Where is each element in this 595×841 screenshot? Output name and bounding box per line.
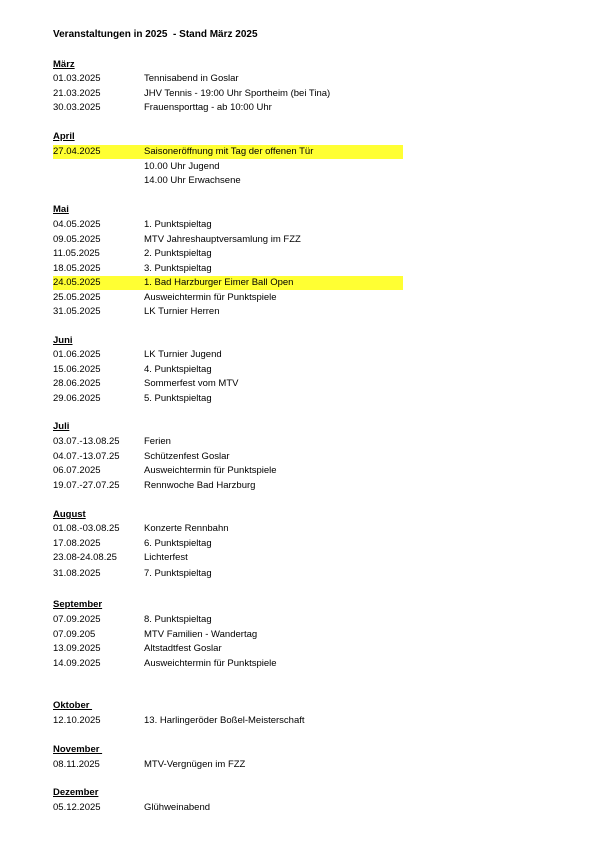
- event-description: 1. Punktspieltag: [144, 219, 212, 230]
- event-row: [53, 435, 403, 449]
- event-description: Rennwoche Bad Harzburg: [144, 479, 256, 491]
- event-description: 3. Punktspieltag: [144, 262, 212, 274]
- event-date: 04.07.-13.07.25: [53, 450, 120, 462]
- month-heading: August: [53, 509, 86, 520]
- event-date: 05.12.2025: [53, 802, 101, 813]
- event-description: Glühweinabend: [144, 802, 211, 813]
- event-row-highlighted: [53, 145, 403, 159]
- event-description: Frauensporttag - ab 10:00 Uhr: [144, 102, 272, 113]
- event-description: 7. Punktspieltag: [144, 568, 212, 579]
- event-date: 01.08.-03.08.25: [53, 523, 120, 534]
- event-row: [53, 537, 403, 551]
- event-row: [53, 479, 403, 493]
- month-heading: Juli: [53, 421, 70, 432]
- event-row: [53, 363, 403, 377]
- event-date: 31.08.2025: [53, 568, 101, 579]
- event-date: 14.09.2025: [53, 657, 101, 669]
- event-row: [53, 348, 403, 362]
- month-heading: April: [53, 131, 75, 142]
- event-date: 27.04.2025: [53, 146, 101, 157]
- document-title: Veranstaltungen in 2025 - Stand März 2025: [53, 29, 258, 40]
- event-date: 23.08-24.08.25: [53, 552, 117, 563]
- event-date: 12.10.2025: [53, 715, 101, 726]
- event-date: 29.06.2025: [53, 392, 101, 404]
- event-date: 13.09.2025: [53, 643, 101, 654]
- event-row: [53, 522, 403, 536]
- event-row: [53, 174, 403, 188]
- month-heading: Juni: [53, 335, 73, 346]
- event-row: [53, 101, 403, 115]
- month-heading: September: [53, 599, 103, 610]
- event-description: MTV-Vergnügen im FZZ: [144, 759, 246, 770]
- event-description: Ausweichtermin für Punktspiele: [144, 291, 277, 303]
- event-date: 24.05.2025: [53, 277, 101, 288]
- event-row: [53, 758, 403, 772]
- event-row: [53, 551, 403, 565]
- month-heading: Oktober: [53, 700, 93, 711]
- event-description: 10.00 Uhr Jugend: [144, 160, 220, 172]
- event-row: [53, 262, 403, 276]
- event-description: MTV Familien - Wandertag: [144, 628, 258, 640]
- event-description: 8. Punktspieltag: [144, 614, 212, 625]
- event-row: [53, 72, 403, 86]
- event-description: Saisoneröffnung mit Tag der offenen Tür: [144, 146, 314, 157]
- event-date: 18.05.2025: [53, 262, 101, 274]
- event-row-highlighted: [53, 276, 403, 290]
- event-row: [53, 377, 403, 391]
- event-row: [53, 291, 403, 305]
- event-row: [53, 628, 403, 642]
- event-row: [53, 613, 403, 627]
- event-description: Ferien: [144, 436, 171, 447]
- event-row: [53, 450, 403, 464]
- event-date: 01.03.2025: [53, 73, 101, 84]
- event-description: Ausweichtermin für Punktspiele: [144, 657, 277, 669]
- event-row: [53, 87, 403, 101]
- event-row: [53, 657, 403, 671]
- month-heading: Mai: [53, 204, 69, 215]
- event-row: [53, 567, 403, 581]
- event-date: 19.07.-27.07.25: [53, 479, 120, 491]
- event-date: 01.06.2025: [53, 349, 101, 360]
- event-description: LK Turnier Jugend: [144, 349, 222, 360]
- event-date: 06.07.2025: [53, 465, 101, 476]
- event-row: [53, 218, 403, 232]
- event-row: [53, 160, 403, 174]
- event-description: Konzerte Rennbahn: [144, 523, 229, 534]
- event-date: 25.05.2025: [53, 291, 101, 303]
- event-description: Lichterfest: [144, 552, 188, 563]
- event-date: 07.09.205: [53, 628, 96, 640]
- event-date: 08.11.2025: [53, 759, 100, 770]
- month-heading: November: [53, 744, 103, 755]
- event-row: [53, 305, 403, 319]
- event-row: [53, 233, 403, 247]
- event-row: [53, 642, 403, 656]
- event-date: 28.06.2025: [53, 378, 101, 389]
- event-row: [53, 392, 403, 406]
- event-date: 03.07.-13.08.25: [53, 436, 120, 447]
- event-row: [53, 247, 403, 261]
- event-date: 17.08.2025: [53, 537, 101, 549]
- event-date: 21.03.2025: [53, 87, 101, 99]
- event-row: [53, 801, 403, 815]
- event-row: [53, 714, 403, 728]
- event-date: 15.06.2025: [53, 363, 101, 375]
- event-date: 11.05.2025: [53, 248, 100, 259]
- event-description: 4. Punktspieltag: [144, 363, 212, 375]
- event-description: Ausweichtermin für Punktspiele: [144, 465, 277, 476]
- event-description: Altstadtfest Goslar: [144, 643, 222, 654]
- event-date: 07.09.2025: [53, 614, 101, 625]
- event-description: 6. Punktspieltag: [144, 537, 212, 549]
- event-date: 31.05.2025: [53, 306, 101, 317]
- event-description: 2. Punktspieltag: [144, 248, 212, 259]
- event-description: MTV Jahreshauptversamlung im FZZ: [144, 233, 301, 245]
- event-description: 5. Punktspieltag: [144, 392, 212, 404]
- event-description: LK Turnier Herren: [144, 306, 220, 317]
- event-description: 13. Harlingeröder Boßel-Meisterschaft: [144, 715, 305, 726]
- event-description: Sommerfest vom MTV: [144, 378, 239, 389]
- event-description: Tennisabend in Goslar: [144, 73, 239, 84]
- event-date: 09.05.2025: [53, 233, 101, 245]
- month-heading: März: [53, 59, 75, 70]
- event-description: 1. Bad Harzburger Eimer Ball Open: [144, 277, 294, 288]
- month-heading: Dezember: [53, 787, 99, 798]
- event-description: Schützenfest Goslar: [144, 450, 230, 462]
- event-row: [53, 464, 403, 478]
- event-date: 30.03.2025: [53, 102, 101, 113]
- event-date: 04.05.2025: [53, 219, 101, 230]
- event-description: JHV Tennis - 19:00 Uhr Sportheim (bei Tina): [144, 87, 331, 99]
- event-description: 14.00 Uhr Erwachsene: [144, 175, 241, 186]
